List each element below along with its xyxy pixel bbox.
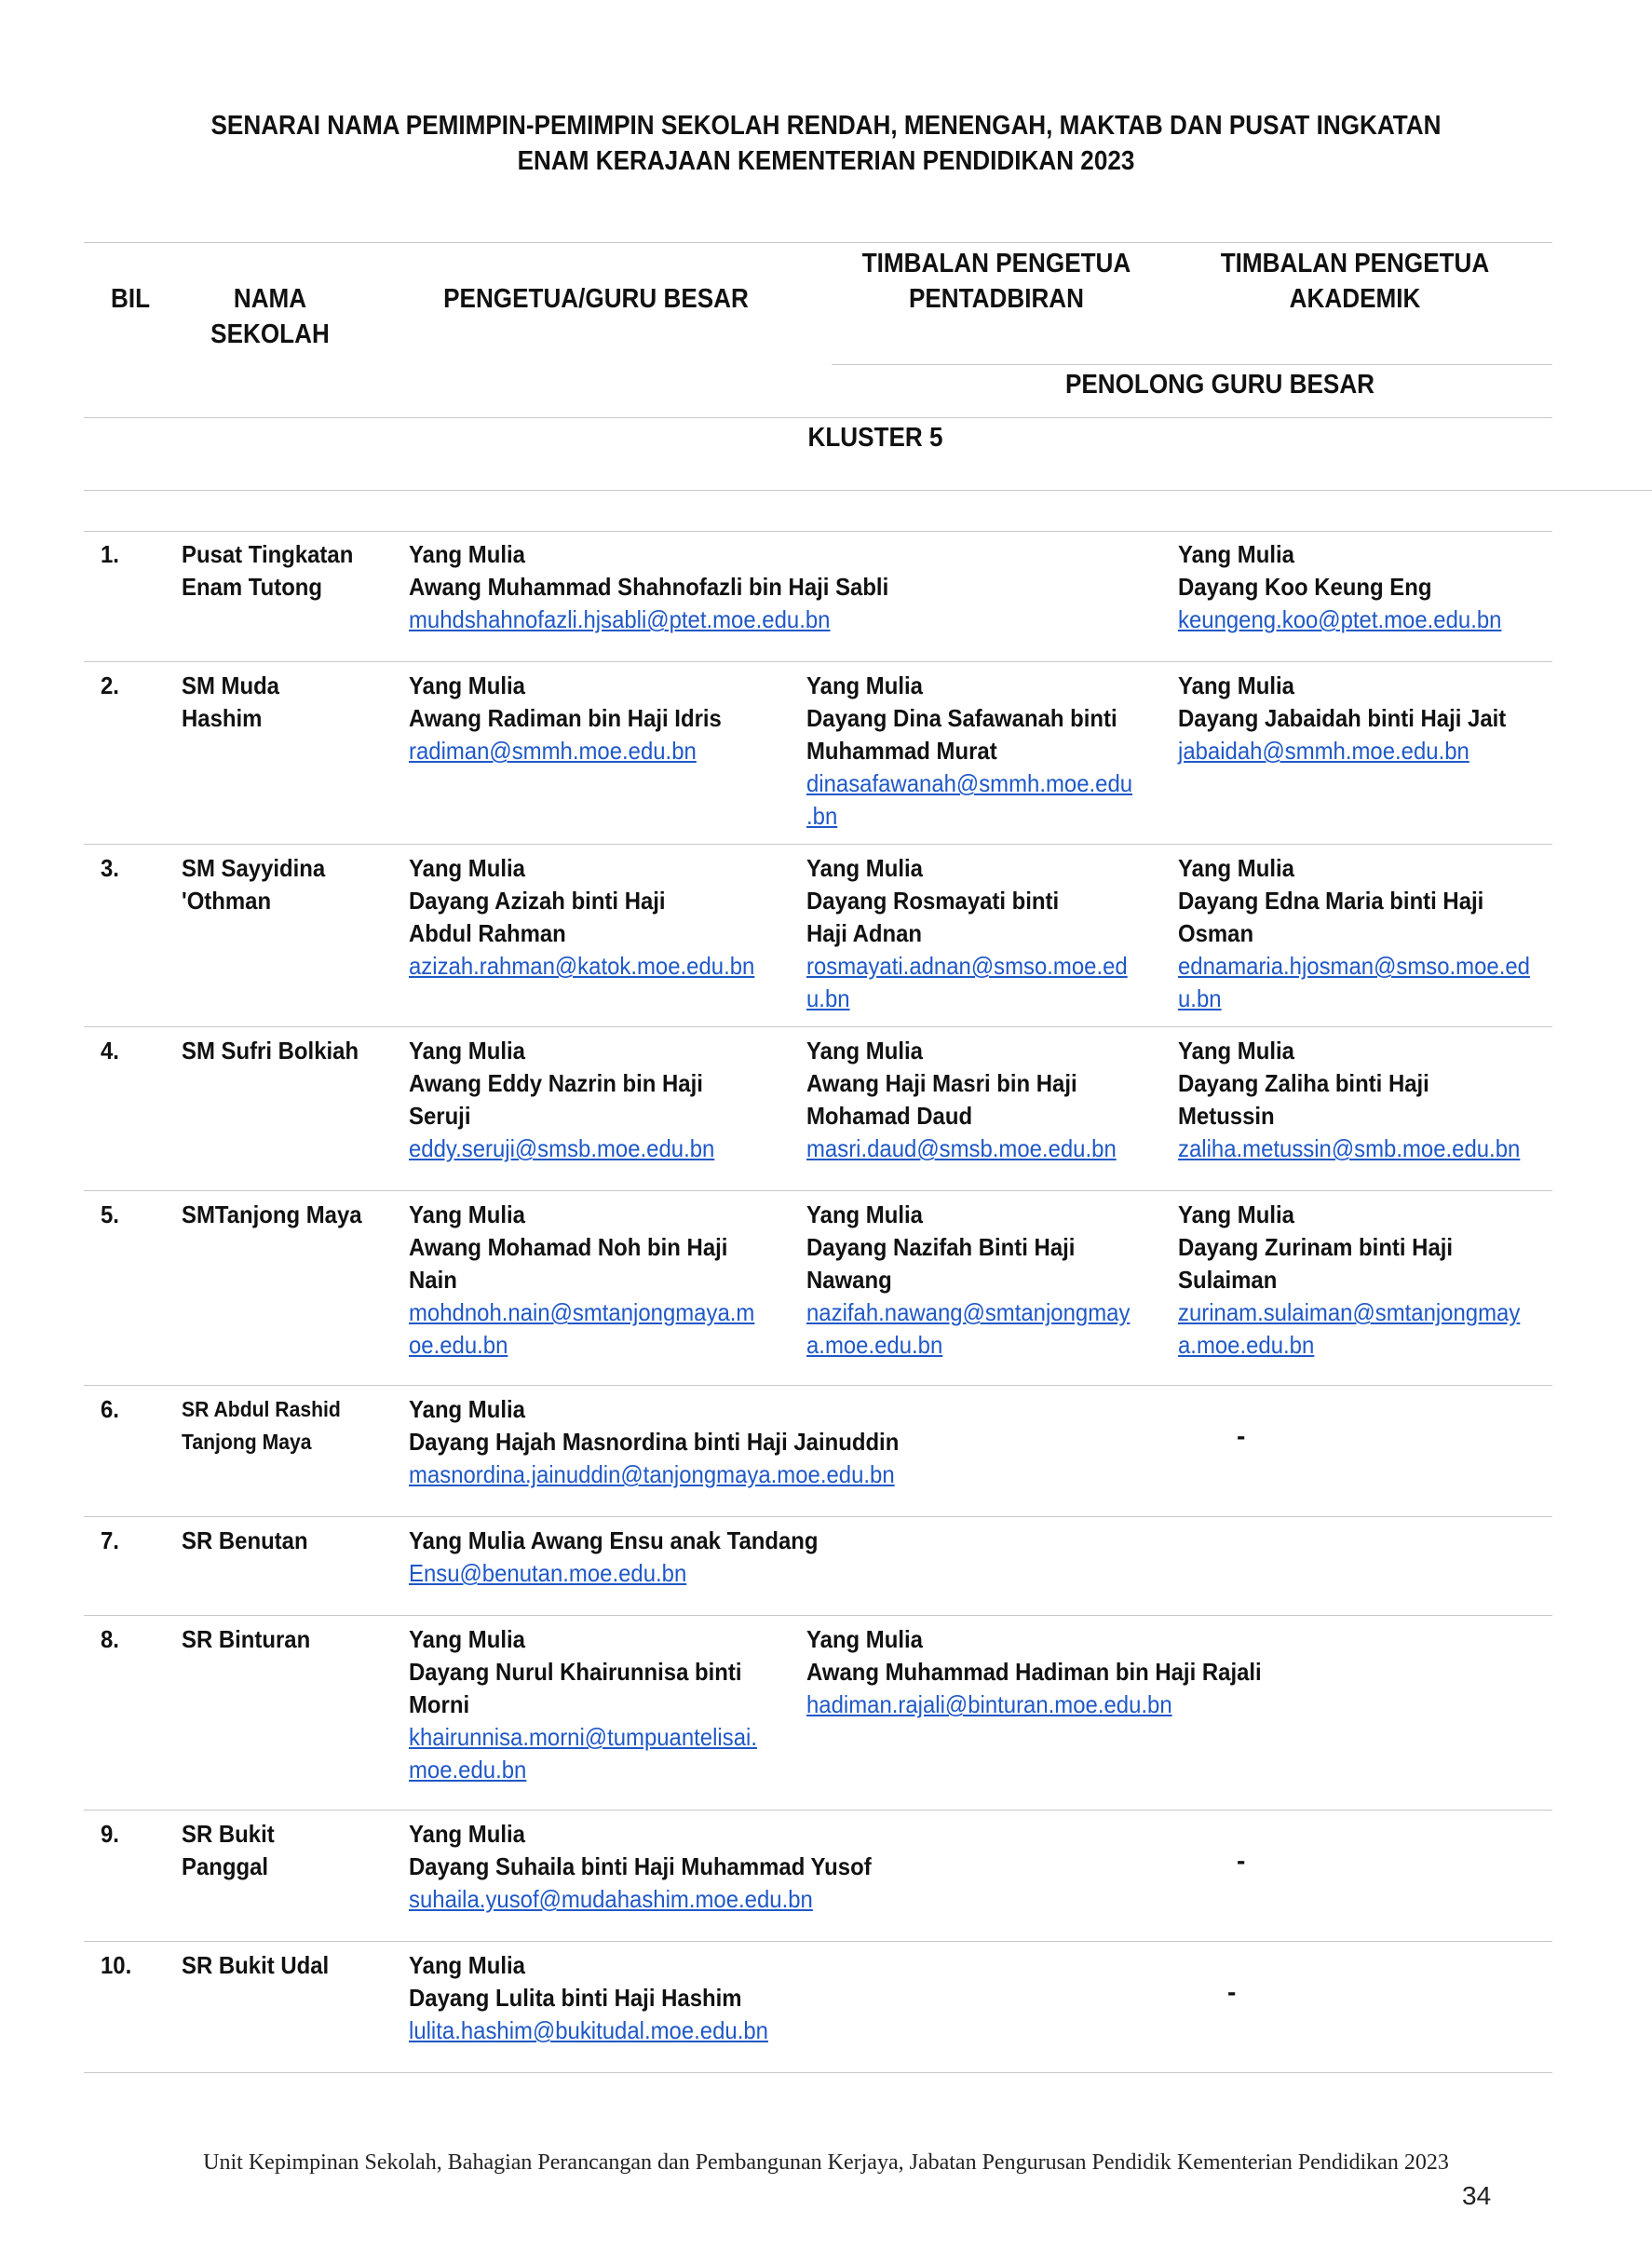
pengetua-cell-line: Dayang Hajah Masnordina binti Haji Jainuddin [409, 1428, 900, 1456]
pengetua-cell-line: Morni [409, 1690, 470, 1718]
email-link[interactable]: khairunnisa.morni@tumpuantelisai. [409, 1723, 757, 1751]
pengetua-cell-line: Awang Muhammad Shahnofazli bin Haji Sabli [409, 573, 889, 601]
school-name [182, 1035, 374, 1067]
school-name-line: SR Bukit Udal [182, 1951, 330, 1979]
pengetua-cell-line: Abdul Rahman [409, 919, 566, 947]
school-name [182, 1525, 318, 1557]
email-link[interactable]: Ensu@benutan.moe.edu.bn [409, 1559, 687, 1587]
school-name [182, 1623, 321, 1656]
email-link[interactable]: a.moe.edu.bn [1178, 1331, 1315, 1359]
email-link[interactable]: u.bn [1178, 984, 1222, 1012]
email-link[interactable]: lulita.hashim@bukitudal.moe.edu.bn [409, 2016, 768, 2044]
school-table [84, 531, 1552, 2073]
email-link[interactable]: eddy.seruji@smsb.moe.edu.bn [409, 1134, 715, 1162]
email-link[interactable]: ednamaria.hjosman@smso.moe.ed [1178, 952, 1530, 980]
kluster-rule [84, 490, 1652, 491]
timbalan-pentadbiran-cell-line: Mohamad Daud [806, 1102, 973, 1130]
table-row [84, 662, 1552, 845]
school-name-line: SM Muda [182, 671, 279, 699]
email-link[interactable]: jabaidah@smmh.moe.edu.bn [1178, 737, 1469, 765]
row-bil-text: 7. [101, 1526, 119, 1554]
timbalan-akademik-cell-line: Metussin [1178, 1102, 1275, 1130]
header-kluster: KLUSTER 5 [807, 423, 943, 453]
header-bottom-rule [84, 417, 1552, 418]
school-name [182, 852, 338, 917]
title-line-2: ENAM KERAJAAN KEMENTERIAN PENDIDIKAN 2023 [517, 146, 1135, 176]
header-top-rule [84, 242, 1552, 243]
row-bil-text: 10. [101, 1951, 132, 1979]
header-tp-line-2: PENTADBIRAN [908, 284, 1085, 314]
timbalan-akademik-cell-line: Dayang Zurinam binti Haji [1178, 1233, 1454, 1261]
header-nama-line-1: NAMA [233, 284, 307, 314]
pengetua-cell-line: Yang Mulia [409, 1625, 525, 1653]
timbalan-akademik-cell-line: Yang Mulia [1178, 854, 1294, 882]
school-name [182, 670, 288, 735]
timbalan-akademik-cell-line: Yang Mulia [1178, 1037, 1294, 1065]
timbalan-akademik-cell-line: Yang Mulia [1178, 671, 1294, 699]
school-name-line: SM Sayyidina [182, 854, 326, 882]
footer-text: Unit Kepimpinan Sekolah, Bahagian Perancangan dan Pembangunan Kerjaya, Jabatan Pengurusan Pendidik Kementerian Pendidikan 2023 [203, 2150, 1449, 2175]
timbalan-akademik-cell-line: Dayang Koo Keung Eng [1178, 573, 1432, 601]
school-name [182, 1199, 377, 1231]
header-ta-line-2: AKADEMIK [1289, 284, 1421, 314]
pengetua-cell-line: Dayang Azizah binti Haji [409, 887, 666, 915]
pengetua-cell-line: Nain [409, 1266, 457, 1294]
email-link[interactable]: mohdnoh.nain@smtanjongmaya.m [409, 1298, 755, 1326]
school-name [182, 1949, 342, 1982]
table-row [84, 1517, 1552, 1616]
row-bil-text: 1. [101, 540, 119, 568]
pengetua-cell-line: Yang Mulia [409, 1395, 525, 1423]
timbalan-pentadbiran-cell [806, 852, 1156, 1015]
pengetua-cell-line: Dayang Nurul Khairunnisa binti [409, 1658, 742, 1686]
table-row [84, 1942, 1552, 2073]
school-name-line: SR Bukit [182, 1820, 275, 1848]
timbalan-pentadbiran-cell [806, 1623, 1301, 1721]
row-bil [101, 1393, 121, 1426]
row-bil-text: 5. [101, 1200, 119, 1228]
row-bil-text: 2. [101, 671, 119, 699]
timbalan-pentadbiran-cell-line: Dayang Rosmayati binti [806, 887, 1060, 915]
timbalan-akademik-cell [1178, 538, 1530, 636]
timbalan-pentadbiran-cell-line: Yang Mulia [806, 854, 923, 882]
timbalan-pentadbiran-cell-line: Yang Mulia [806, 1200, 923, 1228]
row-bil [101, 1525, 121, 1557]
pengetua-cell [409, 852, 785, 983]
email-link[interactable]: zurinam.sulaiman@smtanjongmay [1178, 1298, 1521, 1326]
timbalan-pentadbiran-cell-line: Yang Mulia [806, 1037, 923, 1065]
email-link[interactable]: azizah.rahman@katok.moe.edu.bn [409, 952, 755, 980]
title-line-1: SENARAI NAMA PEMIMPIN-PEMIMPIN SEKOLAH RENDAH, MENENGAH, MAKTAB DAN PUSAT INGKATAN [210, 111, 1442, 141]
school-name-line: Hashim [182, 704, 263, 732]
timbalan-pentadbiran-cell [806, 1199, 1158, 1362]
header-pengetua: PENGETUA/GURU BESAR [443, 284, 749, 314]
timbalan-pentadbiran-cell-line: Muhammad Murat [806, 737, 997, 765]
header-bil: BIL [110, 284, 151, 314]
table-row [84, 1616, 1552, 1811]
pengetua-cell-line: Yang Mulia Awang Ensu anak Tandang [409, 1526, 819, 1554]
pengetua-cell-line: Yang Mulia [409, 671, 525, 699]
email-link[interactable]: rosmayati.adnan@smso.moe.ed [806, 952, 1128, 980]
school-name [182, 1818, 282, 1883]
timbalan-akademik-cell [1178, 1035, 1550, 1165]
header-nama-sekolah [186, 281, 354, 352]
empty-dash: - [1237, 1421, 1246, 1450]
timbalan-pentadbiran-cell-line: Nawang [806, 1266, 892, 1294]
empty-dash: - [1227, 1977, 1237, 2006]
row-bil [101, 1949, 134, 1982]
row-bil [101, 670, 121, 702]
school-name-line: Panggal [182, 1852, 269, 1880]
table-row [84, 1811, 1552, 1942]
header-timbalan-akademik [1192, 246, 1519, 317]
header-penolong-guru-besar: PENOLONG GURU BESAR [1064, 370, 1375, 400]
pengetua-cell-line: Yang Mulia [409, 1820, 525, 1848]
row-bil [101, 1035, 121, 1067]
email-link[interactable]: suhaila.yusof@mudahashim.moe.edu.bn [409, 1885, 813, 1913]
timbalan-akademik-cell-line: Dayang Jabaidah binti Haji Jait [1178, 704, 1507, 732]
school-name-line: SR Abdul Rashid [182, 1397, 341, 1421]
pengetua-cell-line: Yang Mulia [409, 1200, 525, 1228]
timbalan-pentadbiran-cell-line: Awang Muhammad Hadiman bin Haji Rajali [806, 1658, 1262, 1686]
email-link[interactable]: radiman@smmh.moe.edu.bn [409, 737, 697, 765]
email-link[interactable]: u.bn [806, 984, 850, 1012]
school-name-line: SM Sufri Bolkiah [182, 1037, 359, 1065]
pengetua-cell [409, 1199, 785, 1362]
pengetua-cell-line: Yang Mulia [409, 854, 525, 882]
row-bil [101, 852, 121, 885]
timbalan-pentadbiran-cell-line: Dayang Dina Safawanah binti [806, 704, 1117, 732]
email-link[interactable]: moe.edu.bn [409, 1756, 527, 1784]
table-row [84, 1386, 1552, 1517]
pengetua-cell [409, 1035, 741, 1165]
timbalan-akademik-cell [1178, 670, 1535, 767]
header-nama-line-2: SEKOLAH [210, 319, 330, 349]
timbalan-akademik-cell-line: Dayang Zaliha binti Haji [1178, 1069, 1429, 1097]
email-link[interactable]: oe.edu.bn [409, 1331, 508, 1359]
row-bil [101, 538, 121, 571]
row-bil-text: 3. [101, 854, 119, 882]
pengetua-cell [409, 1949, 800, 2047]
row-bil-text: 4. [101, 1037, 119, 1065]
pengetua-cell [409, 1623, 787, 1786]
table-row [84, 1191, 1552, 1386]
timbalan-akademik-cell-line: Yang Mulia [1178, 540, 1294, 568]
timbalan-pentadbiran-cell-line: Yang Mulia [806, 671, 923, 699]
timbalan-akademik-cell [1178, 1199, 1550, 1362]
header-sub-rule [832, 364, 1552, 365]
empty-dash: - [1237, 1846, 1246, 1875]
document-title [0, 108, 1652, 179]
header-ta-line-1: TIMBALAN PENGETUA [1220, 249, 1490, 278]
row-bil-text: 8. [101, 1625, 119, 1653]
email-link[interactable]: keungeng.koo@ptet.moe.edu.bn [1178, 605, 1502, 633]
school-name-line: SR Benutan [182, 1526, 308, 1554]
email-link[interactable]: zaliha.metussin@smb.moe.edu.bn [1178, 1134, 1521, 1162]
school-name-line: Tanjong Maya [182, 1430, 312, 1454]
pengetua-cell [409, 1818, 912, 1916]
row-bil [101, 1623, 121, 1656]
timbalan-pentadbiran-cell-line: Yang Mulia [806, 1625, 923, 1653]
pengetua-cell-line: Awang Eddy Nazrin bin Haji [409, 1069, 703, 1097]
email-link[interactable]: hadiman.rajali@binturan.moe.edu.bn [806, 1690, 1172, 1718]
email-link[interactable]: masnordina.jainuddin@tanjongmaya.moe.edu.bn [409, 1460, 895, 1488]
school-name-line: SR Binturan [182, 1625, 311, 1653]
pengetua-cell-line: Yang Mulia [409, 1037, 525, 1065]
timbalan-akademik-cell-line: Sulaiman [1178, 1266, 1278, 1294]
email-link[interactable]: nazifah.nawang@smtanjongmay [806, 1298, 1131, 1326]
row-bil-text: 9. [101, 1820, 119, 1848]
row-bil-text: 6. [101, 1395, 119, 1423]
pengetua-cell [409, 538, 930, 636]
timbalan-akademik-cell-line: Osman [1178, 919, 1254, 947]
school-name [182, 1393, 355, 1458]
pengetua-cell [409, 670, 749, 767]
school-name-line: SMTanjong Maya [182, 1200, 362, 1228]
timbalan-pentadbiran-cell-line: Dayang Nazifah Binti Haji [806, 1233, 1076, 1261]
pengetua-cell-line: Yang Mulia [409, 1951, 525, 1979]
timbalan-pentadbiran-cell-line: Awang Haji Masri bin Haji [806, 1069, 1077, 1097]
pengetua-cell-line: Seruji [409, 1102, 471, 1130]
timbalan-pentadbiran-cell [806, 670, 1161, 833]
pengetua-cell-line: Yang Mulia [409, 540, 525, 568]
table-row [84, 845, 1552, 1027]
page-number: 34 [1462, 2181, 1492, 2210]
pengetua-cell [409, 1393, 941, 1491]
timbalan-pentadbiran-cell-line: Haji Adnan [806, 919, 923, 947]
timbalan-pentadbiran-cell [806, 1035, 1144, 1165]
pengetua-cell-line: Dayang Lulita binti Haji Hashim [409, 1984, 742, 2012]
school-name-line: Enam Tutong [182, 573, 323, 601]
pengetua-cell [409, 1525, 854, 1590]
timbalan-akademik-cell-line: Yang Mulia [1178, 1200, 1294, 1228]
timbalan-akademik-cell [1178, 852, 1561, 1015]
pengetua-cell-line: Awang Mohamad Noh bin Haji [409, 1233, 728, 1261]
row-bil [101, 1199, 121, 1231]
row-bil [101, 1818, 121, 1851]
school-name-line: 'Othman [182, 887, 272, 915]
table-row [84, 531, 1552, 662]
email-link[interactable]: a.moe.edu.bn [806, 1331, 943, 1359]
header-tp-line-1: TIMBALAN PENGETUA [861, 249, 1131, 278]
header-timbalan-pentadbiran [837, 246, 1156, 317]
table-row [84, 1027, 1552, 1191]
school-name-line: Pusat Tingkatan [182, 540, 354, 568]
email-link[interactable]: dinasafawanah@smmh.moe.edu [806, 769, 1133, 797]
pengetua-cell-line: Dayang Suhaila binti Haji Muhammad Yusof [409, 1852, 872, 1880]
timbalan-akademik-cell-line: Dayang Edna Maria binti Haji [1178, 887, 1484, 915]
email-link[interactable]: muhdshahnofazli.hjsabli@ptet.moe.edu.bn [409, 605, 831, 633]
school-name [182, 538, 368, 604]
email-link[interactable]: masri.daud@smsb.moe.edu.bn [806, 1134, 1117, 1162]
pengetua-cell-line: Awang Radiman bin Haji Idris [409, 704, 722, 732]
email-link[interactable]: .bn [806, 802, 838, 830]
